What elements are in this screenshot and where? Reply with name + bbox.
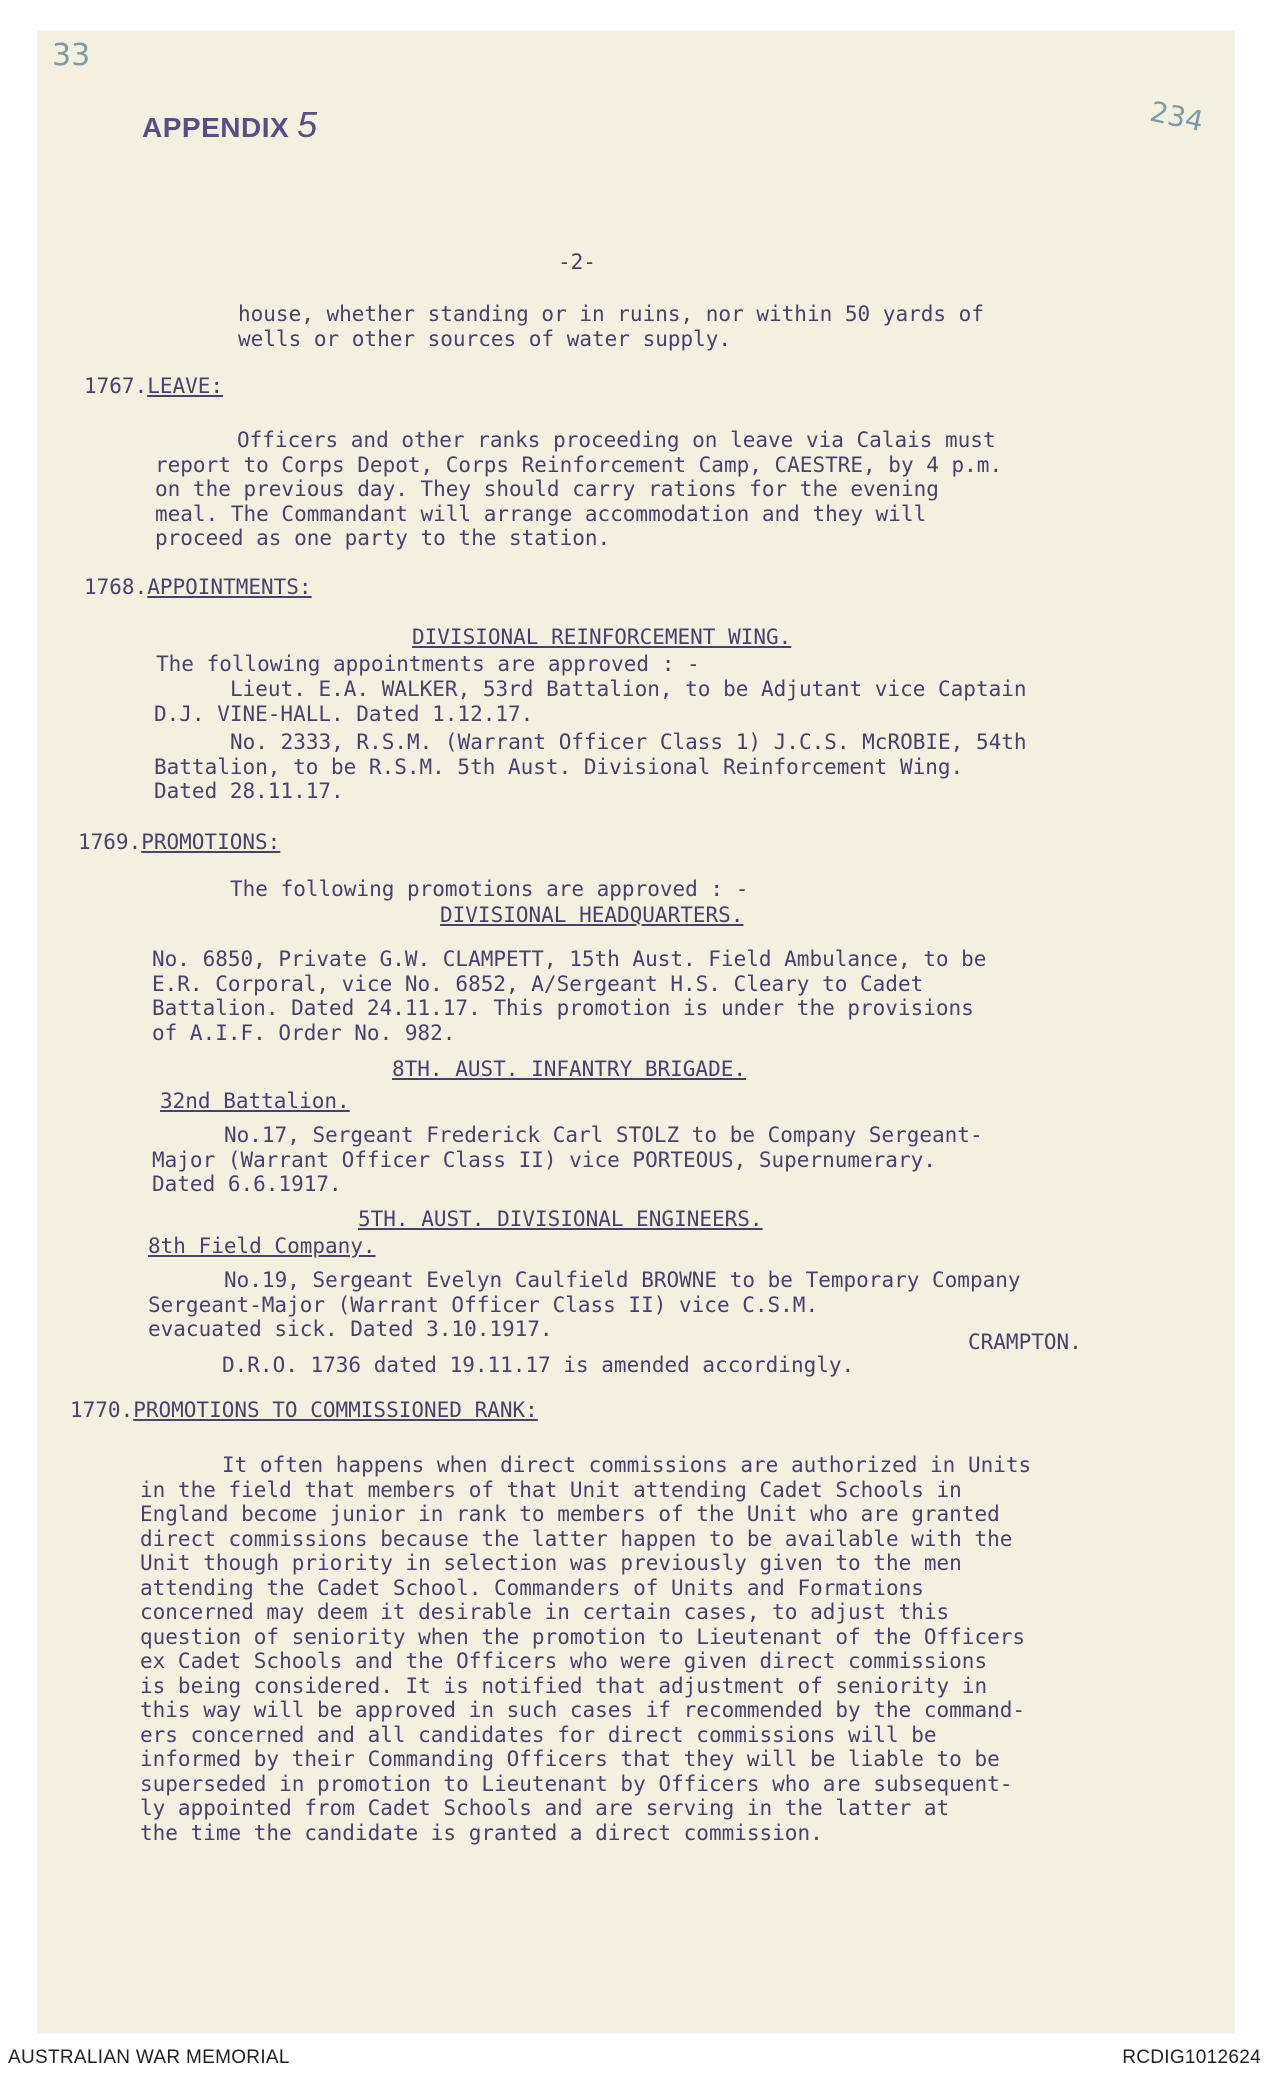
appendix-number: 5 [297, 104, 318, 145]
section-1770-title: PROMOTIONS TO COMMISSIONED RANK: [133, 1398, 538, 1422]
folio-number-right: 234 [1147, 94, 1207, 139]
section-1767-title: LEAVE: [147, 374, 224, 398]
section-1768-title: APPOINTMENTS: [147, 575, 312, 599]
section-1768-item-2: No. 2333, R.S.M. (Warrant Officer Class 1) J.C.S. McROBIE, 54th Battalion, to be R.S.M. 5th Aust. Divisional Reinforcement Wing. Dated 28.11.17. [154, 730, 1027, 803]
section-1769-item-3-name: CRAMPTON. [968, 1330, 1082, 1354]
section-1769-item-2: No.17, Sergeant Frederick Carl STOLZ to be Company Sergeant- Major (Warrant Officer Class II) vice PORTEOUS, Supernumerary. Dated 6.6.1917. [152, 1123, 983, 1196]
section-1767-number: 1767. [84, 374, 148, 398]
appendix-stamp [142, 104, 318, 146]
section-1767-body: Officers and other ranks proceeding on leave via Calais must report to Corps Depot, Corps Reinforcement Camp, CAESTRE, by 4 p.m. on the previous day. They should carry rations for the evening meal. The Commandant will arrange accommodation and they will proceed as one party to the station. [155, 428, 1003, 550]
section-1769-item-1: No. 6850, Private G.W. CLAMPETT, 15th Aust. Field Ambulance, to be E.R. Corporal, vice No. 6852, A/Sergeant H.S. Cleary to Cadet Battalion. Dated 24.11.17. This promotion is under the provisions of A.I.F. Order No. 982. [152, 947, 987, 1045]
section-1769-item-4: D.R.O. 1736 dated 19.11.17 is amended accordingly. [222, 1353, 855, 1377]
section-1769-item-3: No.19, Sergeant Evelyn Caulfield BROWNE to be Temporary Company Sergeant-Major (Warrant Officer Class II) vice C.S.M. evacuated sick. Dated 3.10.1917. [148, 1268, 1021, 1341]
section-1769-intro: The following promotions are approved : - [230, 877, 749, 901]
section-1770-number: 1770. [70, 1398, 134, 1422]
section-1768-number: 1768. [84, 575, 148, 599]
footer-source-label: AUSTRALIAN WAR MEMORIAL [8, 2047, 290, 2068]
field-company-heading: 8th Field Company. [148, 1234, 376, 1258]
section-1767-heading [84, 374, 223, 398]
section-1768-intro: The following appointments are approved : - [156, 652, 700, 676]
battalion-32-heading: 32nd Battalion. [160, 1089, 350, 1113]
divisional-engineers-heading: 5TH. AUST. DIVISIONAL ENGINEERS. [358, 1207, 763, 1231]
footer-record-id: RCDIG1012624 [1122, 2047, 1261, 2068]
continuation-text: house, whether standing or in ruins, nor within 50 yards of wells or other sources of water supply. [238, 302, 984, 351]
page-number: -2- [558, 250, 596, 274]
section-1769-number: 1769. [78, 830, 142, 854]
section-1768-item-1: Lieut. E.A. WALKER, 53rd Battalion, to be Adjutant vice Captain D.J. VINE-HALL. Dated 1.12.17. [154, 677, 1027, 726]
section-1769-heading [78, 830, 280, 854]
appendix-label: APPENDIX [142, 112, 290, 143]
section-1769-title: PROMOTIONS: [141, 830, 281, 854]
section-1768-heading [84, 575, 312, 599]
divisional-headquarters-heading: DIVISIONAL HEADQUARTERS. [440, 903, 744, 927]
folio-number-left: 33 [52, 38, 91, 73]
section-1770-body: It often happens when direct commissions are authorized in Units in the field that members of that Unit attending Cadet Schools in England become junior in rank to members of the Unit who are granted direct commissions because the latter happen to be available with the Unit though priority in selection was previously given to the men attending the Cadet School. Commanders of Units and Formations concerned may deem it desirable in certain cases, to adjust this question of seniority when the promotion to Lieutenant of the Officers ex Cadet Schools and the Officers who were given direct commissions is being considered. It is notified that adjustment of seniority in this way will be approved in such cases if recommended by the command- ers concerned and all candidates for direct commissions will be informed by their Commanding Officers that they will be liable to be superseded in promotion to Lieutenant by Officers who are subsequent- ly appointed from Cadet Schools and are serving in the latter at the time the candidate is granted a direct commission. [140, 1453, 1032, 1845]
section-1768-subheading: DIVISIONAL REINFORCEMENT WING. [412, 625, 792, 649]
infantry-brigade-heading: 8TH. AUST. INFANTRY BRIGADE. [392, 1057, 747, 1081]
section-1770-heading [70, 1398, 538, 1422]
